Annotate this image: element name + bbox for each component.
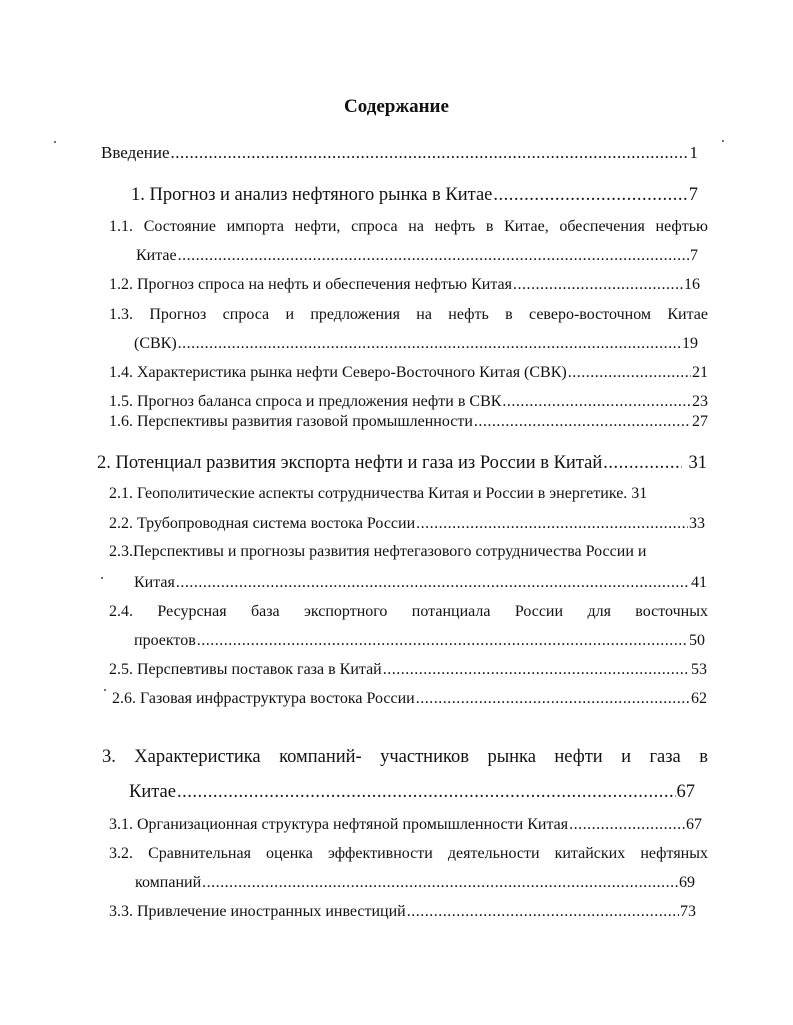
dot-leader [178, 335, 681, 353]
toc-entry-text: 1.5. Прогноз баланса спроса и предложения нефти в СВК [109, 393, 502, 410]
dot-leader [603, 453, 681, 474]
dot-leader [416, 515, 688, 533]
toc-entry-text: (СВК) [134, 335, 177, 352]
word: нефть [434, 218, 476, 235]
toc-section-2-1[interactable] [109, 486, 647, 502]
dot-leader [178, 247, 689, 265]
toc-page-number: 50 [689, 632, 705, 649]
scan-speck [54, 141, 56, 143]
toc-chapter-3-line1[interactable] [102, 747, 708, 768]
toc-entry-text: 1.4. Характеристика рынка нефти Северо-Восточного Китая (СВК) [109, 364, 567, 381]
toc-page-number: 67 [676, 782, 695, 802]
toc-page-number: 73 [680, 903, 696, 920]
toc-entry-text: 2.1. Геополитические аспекты сотрудничества Китая и России в энергетике. [109, 485, 628, 502]
word: нефть [448, 306, 489, 323]
toc-section-2-2[interactable] [109, 515, 705, 533]
toc-entry-intro[interactable] [101, 143, 698, 163]
word: и [285, 306, 295, 323]
dot-leader [202, 874, 678, 892]
toc-entry-text: 1.2. Прогноз спроса на нефть и обеспечения нефтью Китая [109, 276, 512, 293]
toc-page-number: 31 [631, 485, 648, 502]
dot-leader [502, 393, 691, 411]
word: экспортного [304, 603, 388, 620]
toc-section-1-6[interactable] [109, 413, 708, 431]
toc-entry-text: 2.3.Перспективы и прогнозы развития нефтегазового сотрудничества России и [109, 543, 647, 560]
word: Состояние [143, 218, 216, 235]
word: участников [380, 747, 470, 767]
word: деятельности [447, 845, 540, 862]
toc-entry-text: 2. Потенциал развития экспорта нефти и газа из России в Китай [97, 453, 603, 473]
toc-section-3-2-line1[interactable] [109, 845, 708, 863]
word: 1.3. [109, 306, 133, 323]
toc-entry-text: компаний [135, 874, 202, 891]
word: оценка [266, 845, 313, 862]
word: в [485, 218, 494, 235]
word: Ресурсная [157, 603, 227, 620]
toc-section-2-4-line2[interactable] [134, 632, 705, 650]
toc-page-number: 62 [691, 690, 707, 707]
toc-section-1-3-line2[interactable] [134, 335, 698, 353]
toc-entry-text: 2.2. Трубопроводная система востока России [109, 515, 416, 532]
toc-page-number: 33 [689, 515, 705, 532]
word: Сравнительная [148, 845, 251, 862]
toc-entry-text: 1. Прогноз и анализ нефтяного рынка в Китае [131, 185, 493, 205]
word: Характеристика [134, 747, 261, 767]
dot-leader [493, 185, 687, 206]
dot-leader [176, 574, 690, 592]
dot-leader [474, 413, 691, 431]
word: 3.2. [109, 845, 133, 862]
toc-page-number: 21 [692, 364, 708, 381]
word: северо-восточном [529, 306, 652, 323]
word: в [505, 306, 513, 323]
word: база [250, 603, 280, 620]
dot-leader [383, 661, 690, 679]
word: 1.1. [109, 218, 133, 235]
toc-page-number: 1 [689, 143, 698, 162]
word: газа [649, 747, 681, 767]
word: и [621, 747, 632, 767]
toc-page-number: 7 [690, 247, 698, 264]
word: России [514, 603, 564, 620]
toc-entry-text: Китае [129, 782, 176, 802]
toc-entry-text: Введение [101, 143, 170, 162]
toc-entry-text: 2.5. Перспевтивы поставок газа в Китай [109, 661, 382, 678]
word: восточных [635, 603, 708, 620]
scan-speck [101, 577, 103, 579]
toc-page-number: 67 [686, 816, 702, 833]
toc-section-1-4[interactable] [109, 364, 708, 382]
dot-leader [513, 276, 683, 294]
word: импорта [226, 218, 284, 235]
word: Китае, [504, 218, 549, 235]
dot-leader [177, 782, 676, 803]
word: эффективности [328, 845, 433, 862]
word: на [416, 306, 432, 323]
word: спроса [222, 306, 270, 323]
toc-entry-text: 2.6. Газовая инфраструктура востока России [112, 690, 415, 707]
toc-chapter-1[interactable] [131, 185, 698, 206]
word: в [699, 747, 708, 767]
toc-page-number: 27 [692, 413, 708, 430]
toc-section-1-3-line1[interactable] [109, 306, 708, 324]
word: 3. [102, 747, 116, 767]
word: нефтяных [640, 845, 708, 862]
scan-speck [722, 140, 724, 142]
toc-page-number: 23 [692, 393, 708, 410]
toc-section-1-2[interactable] [109, 276, 700, 294]
toc-chapter-3-line2[interactable] [129, 782, 695, 803]
word: Китае [667, 306, 708, 323]
toc-section-2-3-line1[interactable] [109, 544, 708, 560]
word: нефти, [294, 218, 341, 235]
toc-section-1-1-line1[interactable] [109, 218, 708, 236]
word: предложения [310, 306, 400, 323]
word: 2.4. [109, 603, 133, 620]
toc-section-3-2-line2[interactable] [135, 874, 695, 892]
toc-page-number: 7 [688, 185, 698, 205]
toc-page-number: 16 [684, 276, 700, 293]
dot-leader [407, 903, 679, 921]
toc-section-2-5[interactable] [109, 661, 707, 679]
word: на [408, 218, 424, 235]
word: нефтью [655, 218, 708, 235]
dot-leader [416, 690, 690, 708]
toc-page-number: 19 [682, 335, 698, 352]
scan-speck [104, 689, 106, 691]
word: потанциала [411, 603, 491, 620]
toc-page-number: 31 [688, 453, 707, 473]
toc-entry-text: 3.3. Привлечение иностранных инвестиций [109, 903, 406, 920]
toc-entry-text: Китая [134, 574, 175, 591]
toc-entry-text: 3.1. Организационная структура нефтяной промышленности Китая [109, 816, 569, 833]
toc-page-number: 69 [679, 874, 695, 891]
toc-section-1-5[interactable] [109, 393, 708, 411]
word: спроса [351, 218, 398, 235]
word: китайских [554, 845, 626, 862]
word: обеспечения [559, 218, 645, 235]
toc-page-number: 53 [691, 661, 707, 678]
word: компаний- [279, 747, 362, 767]
word: для [587, 603, 611, 620]
toc-chapter-2[interactable] [97, 453, 707, 474]
toc-section-2-6[interactable] [112, 690, 707, 708]
dot-leader [197, 632, 688, 650]
toc-entry-text: проектов [134, 632, 196, 649]
toc-page-number: 41 [691, 574, 707, 591]
toc-section-2-4-line1[interactable] [109, 603, 708, 621]
toc-section-2-3-line2[interactable] [134, 574, 707, 592]
dot-leader [171, 143, 689, 163]
word: нефти [554, 747, 603, 767]
dot-leader [568, 364, 691, 382]
toc-section-3-1[interactable] [109, 816, 702, 834]
dot-leader [569, 816, 685, 834]
word: рынка [487, 747, 536, 767]
page-title: Содержание [344, 96, 449, 117]
toc-entry-text: Китае [136, 247, 177, 264]
toc-section-1-1-line2[interactable] [136, 247, 698, 265]
toc-entry-text: 1.6. Перспективы развития газовой промышленности [109, 413, 473, 430]
word: Прогноз [149, 306, 207, 323]
toc-section-3-3[interactable] [109, 903, 696, 921]
